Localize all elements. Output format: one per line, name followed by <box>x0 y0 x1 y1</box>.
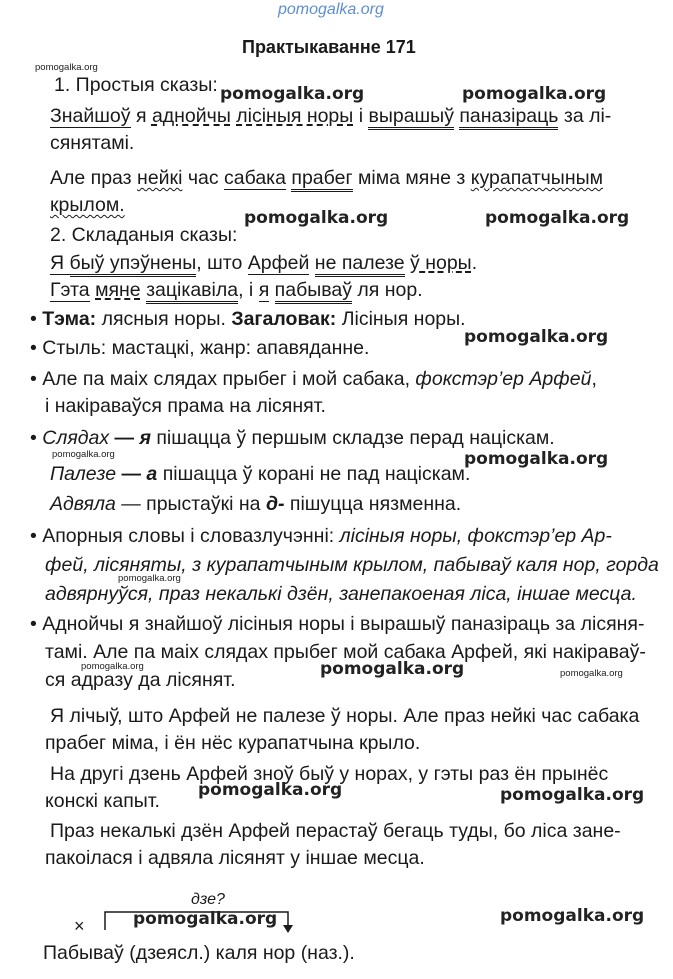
retell-p3-line1: На другі дзень Арфей зноў быў у норах, у гэты раз ён прынёс <box>50 763 609 785</box>
watermark-small: pomogalka.org <box>560 668 623 679</box>
p3-italic: фокстэр’ер Арфей <box>415 368 592 390</box>
retell-p2-line1: Я лічыў, што Арфей не палезе ў норы. Але праз нейкі час сабака <box>50 705 640 727</box>
keywords-line2: фей, лісяняты, з курапатчыным крылом, пабываў каля нор, горда <box>45 554 659 576</box>
ad-text: — прыстаўкі на <box>115 493 266 515</box>
c2-predicate: зацікавіла <box>146 279 238 304</box>
simple-sentence-2-line2 <box>50 193 125 217</box>
retell-p3-line2: конскі капыт. <box>45 790 160 812</box>
page-title: Практыкаванне 171 <box>242 37 416 57</box>
pl-letter: а <box>146 463 158 485</box>
s1-predicate-3: паназіраць <box>459 105 558 130</box>
spelling-line-2 <box>50 462 470 486</box>
keywords-line3: адвярнуўся, праз некалькі дзён, занепакоеная ліса, іншае месца. <box>45 583 637 605</box>
ad-text2: пішуцца нязменна. <box>284 493 462 515</box>
c1-seg: , што <box>196 252 248 274</box>
sl-letter: я <box>139 427 151 449</box>
s1-seg: за лі- <box>558 105 612 127</box>
c2-seg <box>269 279 274 301</box>
c2-seg: ля нор. <box>352 279 423 301</box>
watermark-small: pomogalka.org <box>118 573 181 584</box>
sl-word: Слядах <box>42 427 110 449</box>
sl-text: пішацца ў першым складзе перад націскам. <box>150 427 555 449</box>
watermark: pomogalka.org <box>220 84 365 104</box>
c1-predicate-2: не палезе <box>315 252 405 277</box>
site-logo[interactable]: pomogalka.org <box>278 1 384 18</box>
c2-subject-2: я <box>258 279 270 301</box>
complex-sentence-2 <box>50 278 423 302</box>
c1-seg <box>309 252 314 274</box>
bullet: • <box>30 308 43 330</box>
retell-p4-line1: Праз некалькі дзён Арфей перастаў бегаць туды, бо ліса зане- <box>50 820 621 842</box>
bullet: • <box>30 427 43 449</box>
watermark: pomogalka.org <box>320 659 465 679</box>
simple-sentence-2-line1 <box>50 166 603 190</box>
s1-predicate: Знайшоў <box>50 105 131 127</box>
keywords-line1 <box>30 524 612 548</box>
sl-dash: — <box>109 427 140 449</box>
c1-subject: Я <box>50 252 70 274</box>
watermark-small: pomogalka.org <box>81 661 144 672</box>
diagram-line: Пабываў (дзеясл.) каля нор (наз.). <box>43 942 355 964</box>
spelling-line-3 <box>50 492 461 516</box>
watermark: pomogalka.org <box>500 906 645 926</box>
kw-list: лісіныя норы, фокстэр’ер Ар- <box>339 525 612 547</box>
watermark: pomogalka.org <box>462 84 607 104</box>
section1-heading: 1. Простыя сказы: <box>54 74 218 96</box>
s2-attr-end: крылом. <box>50 194 125 216</box>
p3-end: , <box>591 368 597 390</box>
s1-adverb: аднойчы <box>151 105 231 127</box>
pl-dash: — <box>116 463 147 485</box>
s2-seg: міма мяне з <box>352 167 471 189</box>
kw-label: • Апорныя словы і словазлучэнні: <box>30 525 340 547</box>
retell-p4-line2: пакоілася і адвяла лісянят у іншае месца. <box>45 847 425 869</box>
watermark: pomogalka.org <box>198 780 343 800</box>
c1-seg: . <box>471 252 478 274</box>
s2-attr: нейкі <box>137 167 183 189</box>
retell-p2-line2: прабег міма, і ён нёс курапатчына крыло. <box>45 732 421 754</box>
s2-subject: сабака <box>224 167 286 189</box>
theme-label: Тэма: <box>42 308 97 330</box>
s2-attr-2: курапатчыным <box>470 167 604 189</box>
paragraph3-line1 <box>30 367 597 391</box>
retell-p1-line2: тамі. Але па маіх слядах прыбег мой сабака Арфей, які накіраваў- <box>45 641 646 663</box>
simple-sentence-1-line1 <box>50 104 611 128</box>
s1-seg: і <box>353 105 369 127</box>
watermark: pomogalka.org <box>464 327 609 347</box>
c1-predicate: быў упэўнены <box>70 252 197 277</box>
retell-p1-line3: ся адразу да лісянят. <box>45 669 236 691</box>
theme-line <box>30 307 466 331</box>
c2-subject: Гэта <box>50 279 90 301</box>
pl-text: пішацца ў корані не пад націскам. <box>157 463 471 485</box>
watermark: pomogalka.org <box>464 449 609 469</box>
s2-seg: час <box>182 167 225 189</box>
paragraph3-line2: і накіраваўся прама на лісянят. <box>45 395 326 417</box>
watermark: pomogalka.org <box>485 208 630 228</box>
ad-letter: д- <box>265 493 285 515</box>
complex-sentence-1 <box>50 251 477 275</box>
c2-predicate-2: пабываў <box>275 279 352 304</box>
watermark-small: pomogalka.org <box>35 62 98 73</box>
diagram-mark: × <box>74 916 85 936</box>
c2-object: мяне <box>95 279 141 301</box>
spelling-line-1 <box>30 426 555 450</box>
c1-place: ў норы <box>410 252 472 274</box>
p3-text: • Але па маіх слядах прыбег і мой сабака, <box>30 368 416 390</box>
watermark: pomogalka.org <box>244 208 389 228</box>
s1-object: лісіныя норы <box>236 105 354 127</box>
ad-word: Адвяла <box>50 493 116 515</box>
watermark: pomogalka.org <box>133 909 278 929</box>
simple-sentence-1-line2: сянятамі. <box>50 132 135 154</box>
s1-predicate-2: вырашыў <box>368 105 453 130</box>
pl-word: Палезе <box>50 463 117 485</box>
section2-heading: 2. Складаныя сказы: <box>50 224 238 246</box>
s1-seg: я <box>130 105 152 127</box>
retell-p1-line1: • Аднойчы я знайшоў лісіныя норы і вырашыў паназіраць за лісяня- <box>30 613 645 635</box>
caption-label: Загаловак: <box>231 308 337 330</box>
s2-predicate: прабег <box>291 167 352 192</box>
watermark: pomogalka.org <box>500 785 645 805</box>
theme-text: лясныя норы. <box>96 308 232 330</box>
watermark-small: pomogalka.org <box>52 449 115 460</box>
diagram-question: дзе? <box>191 891 225 908</box>
caption-text: Лісіныя норы. <box>336 308 466 330</box>
c1-subject-2: Арфей <box>247 252 310 274</box>
style-line: • Стыль: мастацкі, жанр: апавяданне. <box>30 337 370 359</box>
c2-seg: , і <box>238 279 259 301</box>
s2-seg: Але праз <box>50 167 138 189</box>
